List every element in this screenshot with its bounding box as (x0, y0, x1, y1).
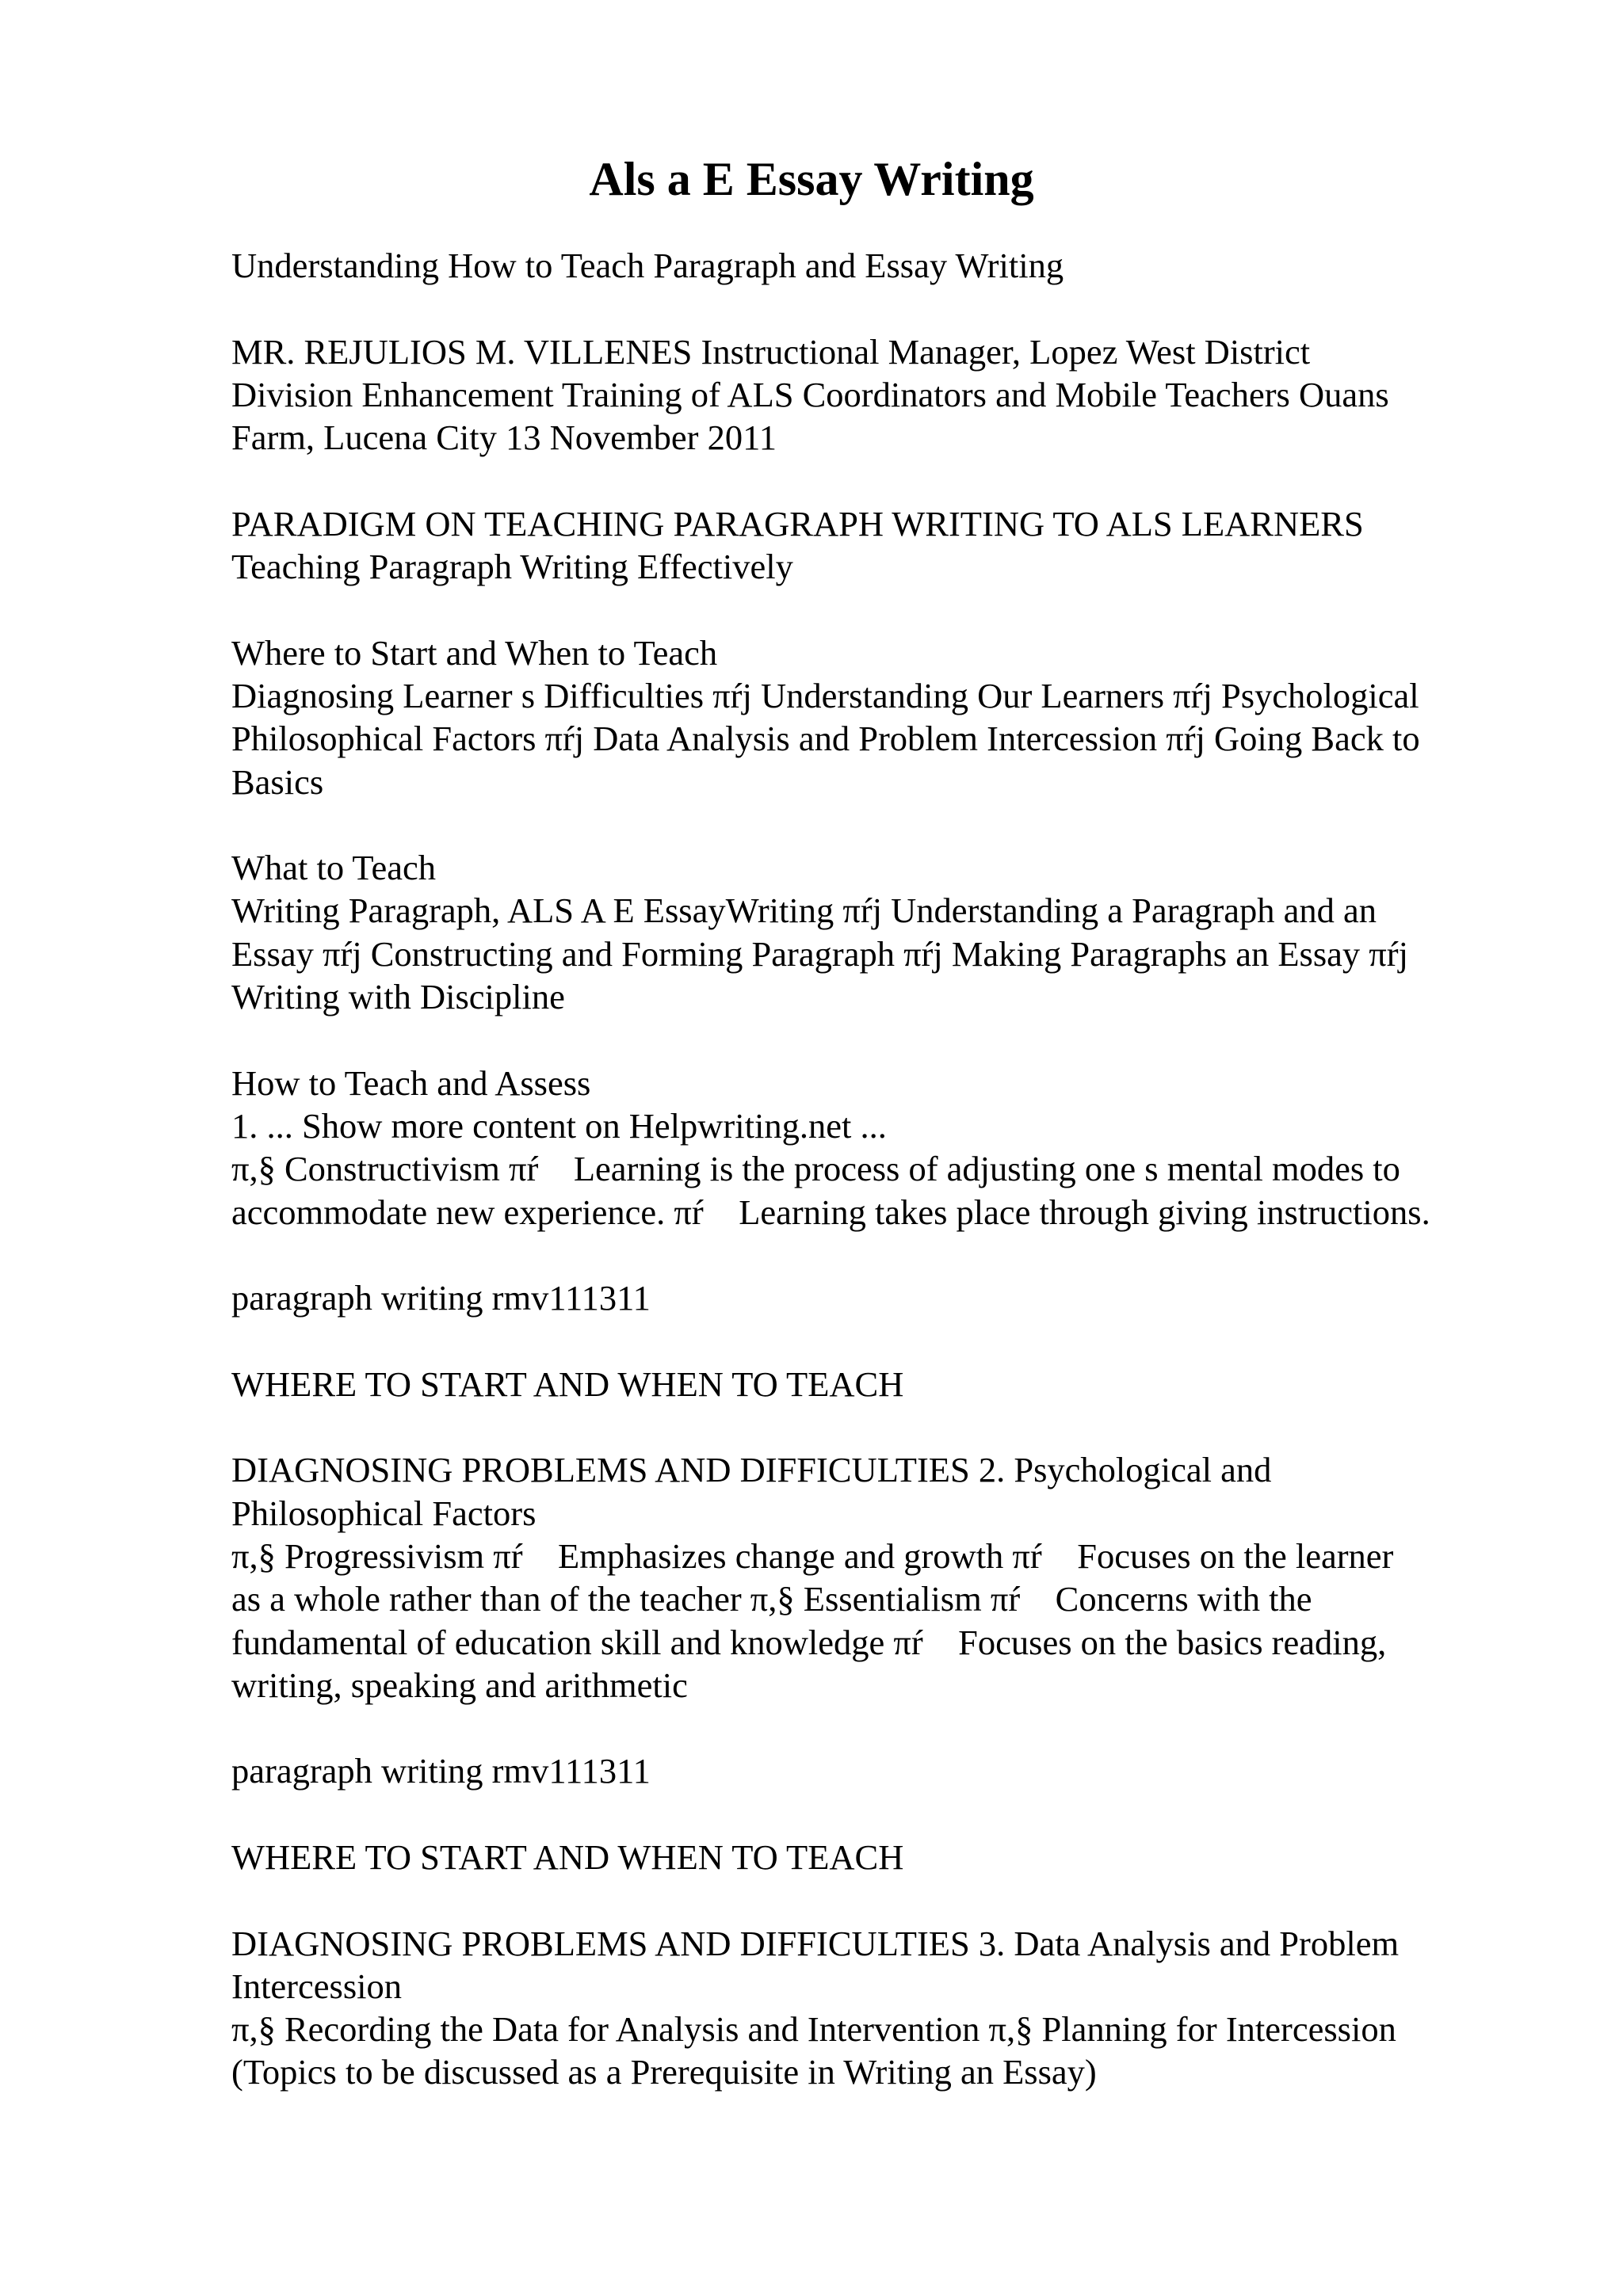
paragraph (231, 1836, 1515, 1878)
text-line: Where to Start and When to Teach (231, 632, 718, 673)
text-line: paragraph writing rmv111311 (231, 1278, 651, 1318)
text-line: paragraph writing rmv111311 (231, 1751, 651, 1791)
text-line: Teaching Paragraph Writing Effectively (231, 547, 793, 587)
text-line: Basics (231, 761, 324, 802)
paragraph (231, 330, 1515, 460)
text-line: accommodate new experience. πŕ Learning takes place through giving instructions. (231, 1192, 1430, 1232)
paragraph (231, 1363, 1515, 1405)
text-line: Intercession (231, 1966, 403, 2006)
text-line: WHERE TO START AND WHEN TO TEACH (231, 1836, 904, 1877)
text-line: Writing Paragraph, ALS A E EssayWriting πŕj Understanding a Paragraph and an (231, 891, 1377, 931)
paragraph (231, 1276, 1515, 1319)
text-line: π,§ Recording the Data for Analysis and Intervention π,§ Planning for Intercession (231, 2009, 1396, 2050)
paragraph (231, 631, 1515, 803)
text-line: Essay πŕj Constructing and Forming Paragraph πŕj Making Paragraphs an Essay πŕj (231, 933, 1408, 974)
text-line: Philosophical Factors πŕj Data Analysis and Problem Intercession πŕj Going Back to (231, 719, 1420, 759)
document-body (231, 244, 1515, 2137)
text-line: MR. REJULIOS M. VILLENES Instructional Manager, Lopez West District (231, 331, 1311, 372)
text-line: 1. ... Show more content on Helpwriting.net ... (231, 1105, 887, 1146)
text-line: DIAGNOSING PROBLEMS AND DIFFICULTIES 3. Data Analysis and Problem (231, 1923, 1400, 1963)
text-line: Diagnosing Learner s Difficulties πŕj Understanding Our Learners πŕj Psychological (231, 675, 1419, 715)
text-line: PARADIGM ON TEACHING PARAGRAPH WRITING TO ALS LEARNERS (231, 503, 1364, 543)
text-line: What to Teach (231, 848, 437, 888)
paragraph (231, 1922, 1515, 2094)
text-line: Understanding How to Teach Paragraph and Essay Writing (231, 246, 1064, 285)
text-line: Writing with Discipline (231, 977, 565, 1017)
paragraph (231, 502, 1515, 589)
text-line: π,§ Constructivism πŕ Learning is the process of adjusting one s mental modes to (231, 1149, 1400, 1189)
paragraph (231, 244, 1515, 287)
text-line: DIAGNOSING PROBLEMS AND DIFFICULTIES 2. Psychological and (231, 1450, 1272, 1490)
text-line: Philosophical Factors (231, 1493, 537, 1533)
text-line: WHERE TO START AND WHEN TO TEACH (231, 1363, 904, 1404)
text-line: π,§ Progressivism πŕ Emphasizes change and growth πŕ Focuses on the learner (231, 1535, 1394, 1576)
document-title: Als a E Essay Writing (589, 153, 1034, 205)
text-line: Division Enhancement Training of ALS Coordinators and Mobile Teachers Ouans (231, 374, 1389, 414)
text-line: (Topics to be discussed as a Prerequisite in Writing an Essay) (231, 2052, 1097, 2092)
text-line: writing, speaking and arithmetic (231, 1665, 688, 1705)
paragraph (231, 846, 1515, 1018)
paragraph (231, 1448, 1515, 1707)
text-line: How to Teach and Assess (231, 1062, 591, 1103)
text-line: Farm, Lucena City 13 November 2011 (231, 418, 777, 458)
text-line: as a whole rather than of the teacher π,§ Essentialism πŕ Concerns with the (231, 1579, 1312, 1619)
paragraph (231, 1062, 1515, 1234)
text-line: fundamental of education skill and knowledge πŕ Focuses on the basics reading, (231, 1622, 1387, 1662)
paragraph (231, 1749, 1515, 1792)
